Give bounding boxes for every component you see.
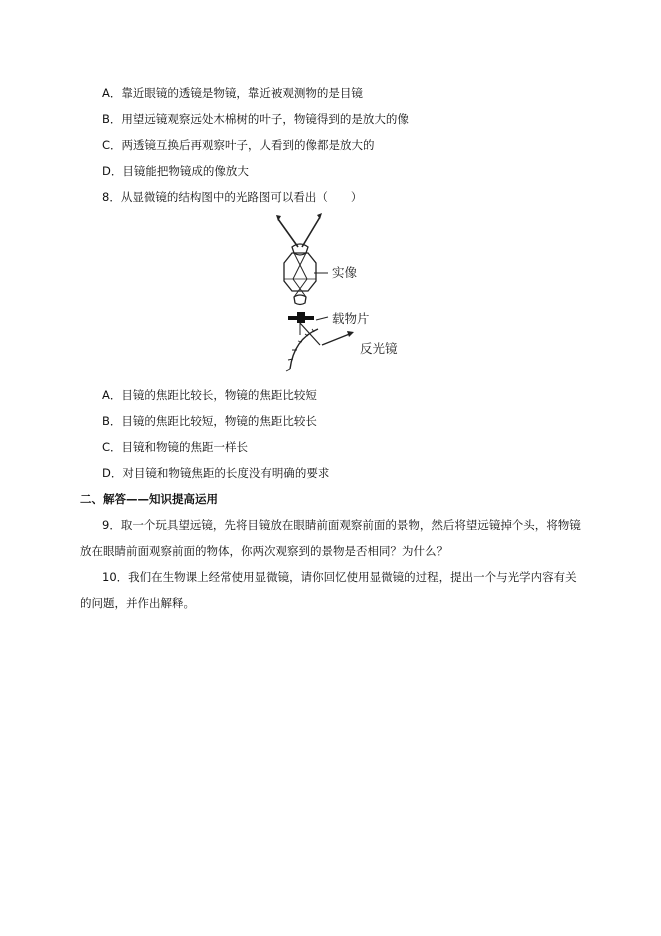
label-real-image: 实像 <box>332 265 358 280</box>
option-b-prev: B．用望远镜观察远处木棉树的叶子，物镜得到的是放大的像 <box>102 112 409 126</box>
question-9-line-1: 9．取一个玩具望远镜，先将目镜放在眼睛前面观察前面的景物，然后将望远镜掉个头，将物镜 <box>102 518 581 532</box>
label-slide: 载物片 <box>332 311 370 326</box>
microscope-light-path-figure <box>270 213 430 373</box>
section-heading: 二、解答——知识提高运用 <box>80 492 218 506</box>
option-d-prev: D．目镜能把物镜成的像放大 <box>102 164 249 178</box>
q8-option-a: A．目镜的焦距比较长，物镜的焦距比较短 <box>102 388 317 402</box>
question-10-line-2: 的问题，并作出解释。 <box>80 596 195 610</box>
q8-option-d: D．对目镜和物镜焦距的长度没有明确的要求 <box>102 466 330 480</box>
option-c-prev: C．两透镜互换后再观察叶子，人看到的像都是放大的 <box>102 138 375 152</box>
q8-option-c: C．目镜和物镜的焦距一样长 <box>102 440 249 454</box>
question-9-line-2: 放在眼睛前面观察前面的物体，你两次观察到的景物是否相同？为什么？ <box>80 544 448 558</box>
option-a-prev: A．靠近眼镜的透镜是物镜，靠近被观测物的是目镜 <box>102 86 363 100</box>
label-mirror: 反光镜 <box>360 341 398 356</box>
question-10-line-1: 10．我们在生物课上经常使用显微镜，请你回忆使用显微镜的过程，提出一个与光学内容有关 <box>102 570 577 584</box>
q8-option-b: B．目镜的焦距比较短，物镜的焦距比较长 <box>102 414 317 428</box>
question-8-stem: 8．从显微镜的结构图中的光路图可以看出（ ） <box>102 190 363 204</box>
